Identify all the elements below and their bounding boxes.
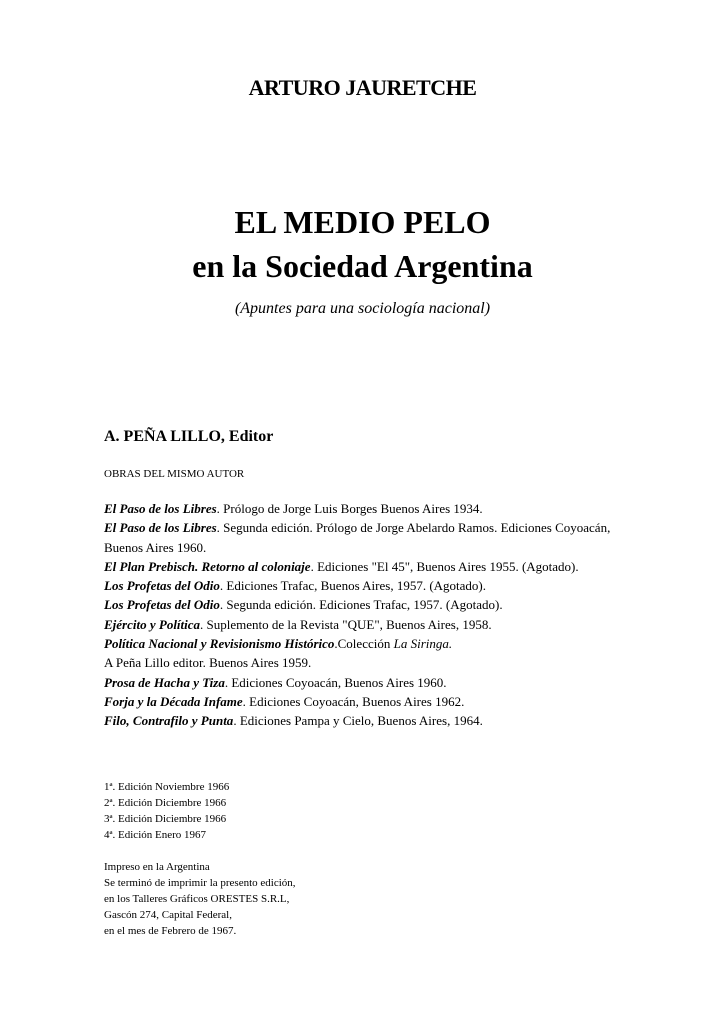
work-details: A Peña Lillo editor. Buenos Aires 1959. [104, 655, 312, 671]
colophon-line: en los Talleres Gráficos ORESTES S.R.L, [104, 893, 290, 905]
work-title: Filo, Contrafilo y Punta [104, 713, 234, 729]
work-item [104, 499, 664, 518]
book-title [0, 200, 725, 288]
colophon-line: Impreso en la Argentina [104, 861, 210, 873]
collection-name: La Siringa. [393, 636, 453, 652]
work-details: . Ediciones Pampa y Cielo, Buenos Aires, 1964. [233, 713, 483, 729]
work-details: . Ediciones Coyoacán, Buenos Aires 1962. [242, 693, 465, 709]
work-title: Política Nacional y Revisionismo Histórico [104, 636, 335, 652]
colophon-line: Gascón 274, Capital Federal, [104, 909, 232, 921]
book-subtitle: (Apuntes para una sociología nacional) [234, 300, 491, 317]
work-title: Los Profetas del Odio [104, 578, 220, 594]
work-details: .Colección [334, 636, 394, 652]
work-item [104, 557, 664, 576]
work-item [104, 634, 664, 653]
colophon-line: Se terminó de imprimir la presento edición, [104, 877, 296, 889]
work-item [104, 711, 664, 730]
work-details: . Ediciones Coyoacán, Buenos Aires 1960. [224, 674, 447, 690]
title-line-2: en la Sociedad Argentina [192, 248, 533, 284]
work-title: Ejército y Política [104, 616, 201, 632]
printing-colophon [104, 859, 296, 939]
edition-line: 4ª. Edición Enero 1967 [104, 829, 207, 841]
work-title: Los Profetas del Odio [104, 597, 220, 613]
work-details: . Segunda edición. Ediciones Trafac, 1957. (Agotado). [219, 597, 503, 613]
edition-line: 2ª. Edición Diciembre 1966 [104, 797, 227, 809]
work-title: El Plan Prebisch. Retorno al coloniaje [104, 558, 311, 574]
work-item [104, 692, 664, 711]
work-item [104, 615, 664, 634]
work-item [104, 576, 664, 595]
colophon-line: en el mes de Febrero de 1967. [104, 925, 237, 937]
work-title: El Paso de los Libres [104, 501, 217, 516]
work-item [104, 538, 664, 557]
other-works-heading: OBRAS DEL MISMO AUTOR [104, 468, 245, 480]
work-details: . Suplemento de la Revista "QUE", Buenos Aires, 1958. [200, 616, 492, 632]
work-details: . Ediciones Trafac, Buenos Aires, 1957. (Agotado). [219, 578, 487, 594]
work-title: Prosa de Hacha y Tiza [104, 674, 225, 690]
other-works-list [104, 499, 664, 731]
work-item [104, 518, 664, 537]
work-item [104, 653, 664, 672]
publisher: A. PEÑA LILLO, Editor [104, 428, 274, 445]
author-name: ARTURO JAURETCHE [248, 75, 477, 100]
work-item [104, 673, 664, 692]
work-item [104, 595, 664, 614]
work-details: . Ediciones "El 45", Buenos Aires 1955. (Agotado). [310, 558, 579, 574]
work-details: . Prólogo de Jorge Luis Borges Buenos Aires 1934. [216, 501, 483, 516]
edition-line: 3ª. Edición Diciembre 1966 [104, 813, 227, 825]
title-line-1: EL MEDIO PELO [234, 204, 491, 240]
work-details: Buenos Aires 1960. [104, 539, 207, 555]
edition-line: 1ª. Edición Noviembre 1966 [104, 781, 230, 793]
edition-history [104, 779, 229, 843]
work-title: El Paso de los Libres [104, 520, 217, 536]
work-title: Forja y la Década Infame [104, 693, 243, 709]
work-details: . Segunda edición. Prólogo de Jorge Abelardo Ramos. Ediciones Coyoacán, [216, 520, 611, 536]
